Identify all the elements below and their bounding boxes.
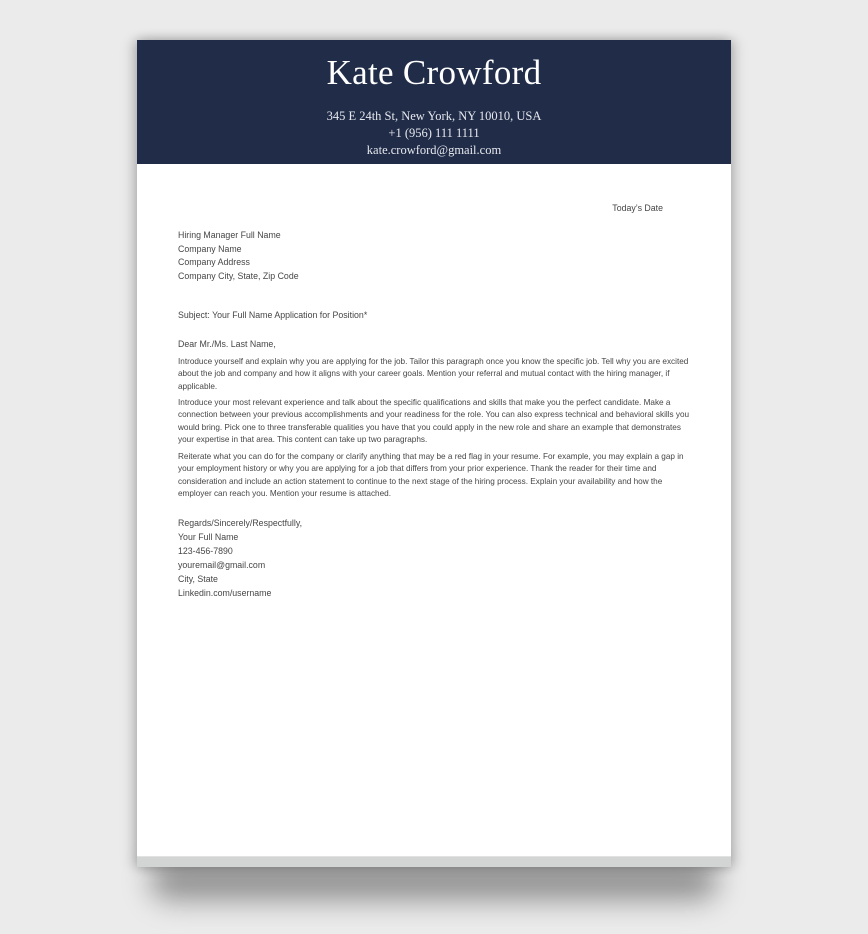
cover-letter-page bbox=[137, 40, 731, 867]
page-bottom-band bbox=[137, 856, 731, 867]
signer-location: City, State bbox=[178, 573, 218, 584]
signer-name: Your Full Name bbox=[178, 531, 239, 542]
applicant-email: kate.crowford@gmail.com bbox=[366, 143, 502, 157]
body-paragraph-experience: Introduce your most relevant experience and talk about the specific qualifications and skills that make you the perfect candidate. Make a connection between your previous accomplishments and your readiness for the role. You can also express technical and behavioral skills you would bring. Pick one to three transferable qualities you have that you could apply in the new role and share an example that demonstrates your expertise in that area. This content can take up two paragraphs. bbox=[178, 398, 690, 444]
letter-salutation: Dear Mr./Ms. Last Name, bbox=[178, 339, 276, 349]
applicant-phone: +1 (956) 111 1111 bbox=[388, 126, 480, 140]
letter-date: Today’s Date bbox=[612, 203, 663, 213]
recipient-address: Company Address bbox=[178, 257, 250, 268]
signature-block bbox=[178, 517, 302, 600]
sign-off: Regards/Sincerely/Respectfully, bbox=[178, 518, 303, 528]
recipient-block bbox=[178, 229, 299, 284]
applicant-name: Kate Crowford bbox=[326, 53, 542, 92]
recipient-name: Hiring Manager Full Name bbox=[178, 230, 281, 240]
signer-linkedin: Linkedin.com/username bbox=[178, 587, 272, 598]
letter-subject: Subject: Your Full Name Application for Position* bbox=[178, 310, 368, 320]
signer-phone: 123-456-7890 bbox=[178, 545, 233, 556]
body-paragraph-intro: Introduce yourself and explain why you are applying for the job. Tailor this paragraph once you know the specific job. Tell why you are excited about the job and company and how it aligns with your career goals. Mention your referral and mutual contact with the hiring manager, if applicable. bbox=[178, 357, 689, 391]
recipient-city-state-zip: Company City, State, Zip Code bbox=[178, 271, 299, 282]
recipient-company: Company Name bbox=[178, 243, 242, 254]
signer-email: youremail@gmail.com bbox=[178, 559, 266, 570]
letterhead-header bbox=[137, 40, 731, 164]
applicant-address: 345 E 24th St, New York, NY 10010, USA bbox=[326, 109, 542, 123]
body-paragraph-closing: Reiterate what you can do for the company or clarify anything that may be a red flag in your resume. For example, you may explain a gap in your employment history or why you are applying for a job that differs from your prior experience. Thank the reader for their time and consideration and include an action statement to continue to the next stage of the hiring process. Explain your availability and how the employer can reach you. Mention your resume is attached. bbox=[178, 452, 684, 498]
